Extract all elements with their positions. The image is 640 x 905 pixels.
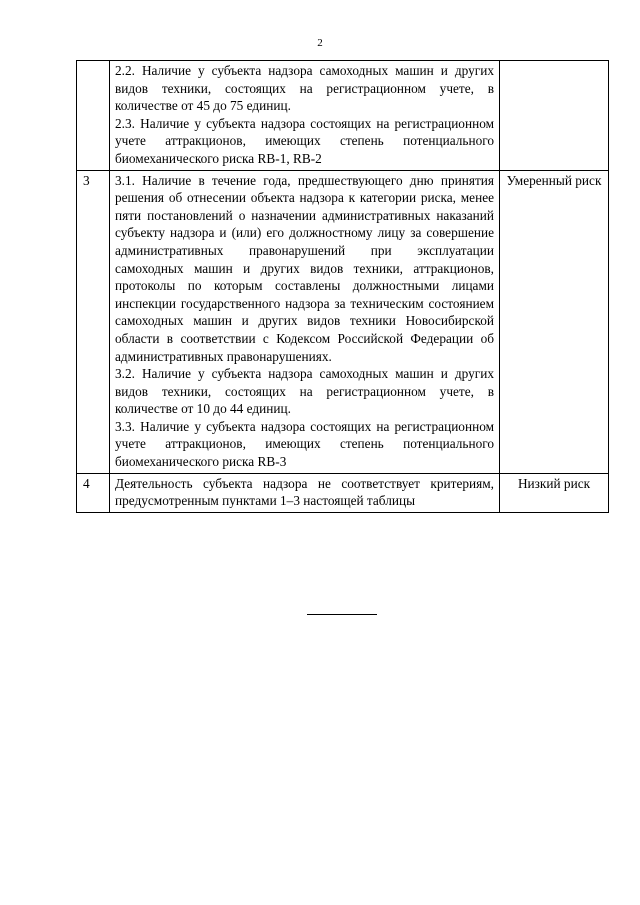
risk-category-cell: Низкий риск <box>500 473 609 512</box>
criterion-item: Деятельность субъекта надзора не соответствует критериям, предусмотренным пунктами 1–3 настоящей таблицы <box>115 475 494 509</box>
risk-category-table <box>76 60 609 513</box>
row-number-cell: 4 <box>77 473 110 512</box>
table-row <box>77 473 609 512</box>
criterion-item: 2.3. Наличие у субъекта надзора состоящих на регистрационном учете аттракционов, имеющих степень потенциального биомеханического риска RB-1, RB-2 <box>115 115 494 166</box>
end-of-document-line <box>307 614 377 615</box>
row-number-cell: 3 <box>77 170 110 473</box>
criteria-cell <box>110 61 500 171</box>
row-number-cell <box>77 61 110 171</box>
criteria-cell <box>110 170 500 473</box>
page-number: 2 <box>317 37 323 49</box>
criteria-cell <box>110 473 500 512</box>
risk-category-cell: Умеренный риск <box>500 170 609 473</box>
criterion-item: 3.1. Наличие в течение года, предшествующего дню принятия решения об отнесении объекта надзора к категории риска, менее пяти постановлений о назначении административных наказаний субъекту надзора и (или) его должностному лицу за совершение административных правонарушений при эксплуатации самоходных машин и других видов техники, аттракционов, протоколы по которым составлены должностными лицами инспекции государственного надзора за техническим состоянием самоходных машин и других видов техники Новосибирской области в соответствии с Кодексом Российской Федерации об административных правонарушениях. <box>115 172 494 364</box>
risk-category-cell <box>500 61 609 171</box>
criterion-item: 3.3. Наличие у субъекта надзора состоящих на регистрационном учете аттракционов, имеющих степень потенциального биомеханического риска RB-3 <box>115 418 494 470</box>
table-row <box>77 61 609 171</box>
table-row <box>77 170 609 473</box>
criterion-item: 3.2. Наличие у субъекта надзора самоходных машин и других видов техники, состоящих на регистрационном учете, в количестве от 10 до 44 единиц. <box>115 366 494 417</box>
criterion-item: 2.2. Наличие у субъекта надзора самоходных машин и других видов техники, состоящих на регистрационном учете, в количестве от 45 до 75 единиц. <box>115 63 494 114</box>
